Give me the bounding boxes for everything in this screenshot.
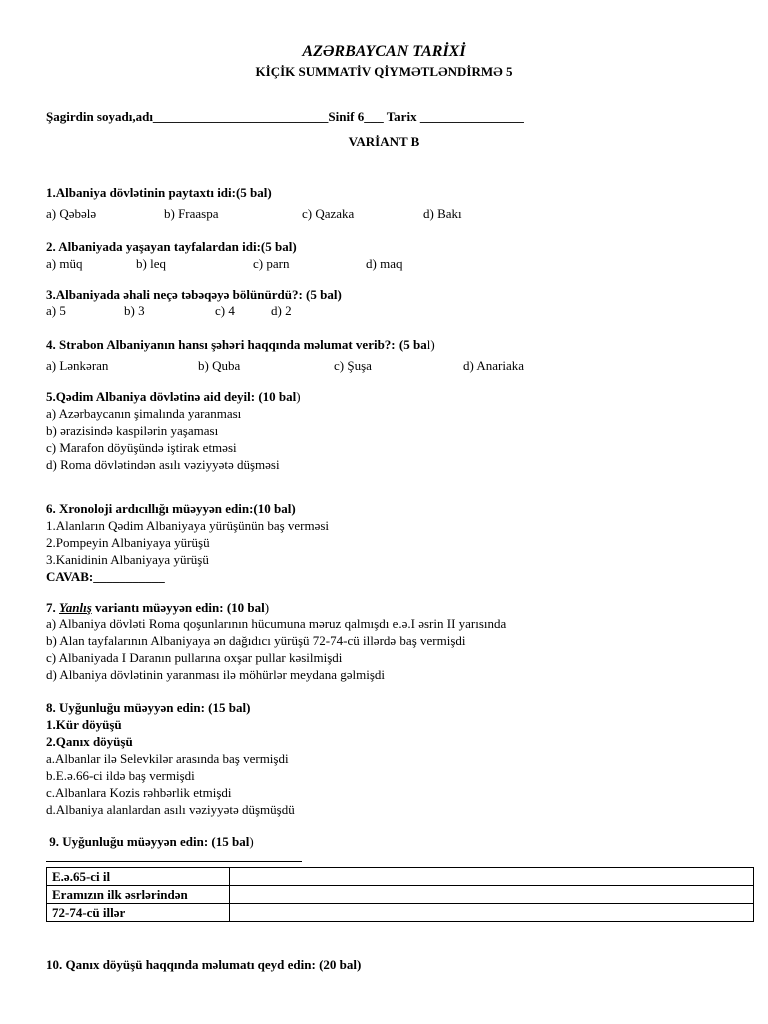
question-5-text: 5.Qədim Albaniya dövlətinə aid deyil: (10 bal [46, 389, 297, 404]
table-cell-answer[interactable] [230, 904, 754, 922]
q5-option-d: d) Roma dövlətindən asılı vəziyyətə düşməsi [46, 457, 280, 472]
question-4 [46, 337, 435, 353]
q7-option-a: a) Albaniya dövləti Roma qoşunlarının hücumuna məruz qalmışdı e.ə.I əsrin II yarısında [46, 616, 507, 631]
table-cell-answer[interactable] [230, 868, 754, 886]
q8-item-1: 1.Kür döyüşü [46, 717, 122, 732]
q1-option-a: a) Qəbələ [46, 206, 97, 221]
question-5-tail: ) [296, 389, 301, 404]
question-7 [46, 600, 269, 616]
q3-option-d: d) 2 [271, 303, 292, 318]
table-row [47, 886, 754, 904]
document-title: AZƏRBAYCAN TARİXİ [302, 43, 466, 60]
q3-option-b: b) 3 [124, 303, 145, 318]
question-6: 6. Xronoloji ardıcıllığı müəyyən edin:(10 bal) [46, 501, 296, 516]
q9-matching-table [46, 867, 754, 922]
q2-option-c: c) parn [253, 256, 290, 271]
question-5 [46, 389, 301, 405]
q4-option-b: b) Quba [198, 358, 241, 373]
q1-option-b: b) Fraaspa [164, 206, 219, 221]
q7-option-d: d) Albaniya dövlətinin yaranması ilə möhürlər meydana gəlmişdi [46, 667, 385, 682]
question-9-tail: ) [249, 834, 254, 849]
q6-item-1: 1.Alanların Qədim Albaniyaya yürüşünün baş verməsi [46, 518, 330, 533]
q6-answer-line: CAVAB:___________ [46, 569, 165, 584]
q5-option-b: b) ərazisində kaspilərin yaşaması [46, 423, 219, 438]
q6-item-2: 2.Pompeyin Albaniyaya yürüşü [46, 535, 210, 550]
q9-separator-line [46, 861, 302, 862]
q8-option-d: d.Albaniya alanlardan asılı vəziyyətə düşmüşdü [46, 802, 295, 817]
q3-option-a: a) 5 [46, 303, 66, 318]
variant-label: VARİANT B [348, 134, 420, 149]
question-9-text: 9. Uyğunluğu müəyyən edin: (15 bal [46, 834, 250, 849]
question-7-text: variantı müəyyən edin: (10 bal [91, 600, 265, 615]
question-2: 2. Albaniyada yaşayan tayfalardan idi:(5 bal) [46, 239, 297, 254]
question-8: 8. Uyğunluğu müəyyən edin: (15 bal) [46, 700, 251, 715]
table-cell-date: 72-74-cü illər [47, 904, 230, 922]
question-4-tail: l) [426, 337, 435, 352]
table-cell-date: E.ə.65-ci il [47, 868, 230, 886]
q7-option-c: c) Albaniyada I Daranın pullarına oxşar pullar kəsilmişdi [46, 650, 343, 665]
question-7-number: 7. [46, 600, 59, 615]
question-3: 3.Albaniyada əhali neçə təbəqəyə bölünürdü?: (5 bal) [46, 287, 342, 302]
q1-option-c: c) Qazaka [302, 206, 355, 221]
q1-option-d: d) Bakı [423, 206, 462, 221]
q5-option-a: a) Azərbaycanın şimalında yaranması [46, 406, 242, 421]
question-7-keyword: Yanlış [59, 600, 92, 615]
student-info-line: Şagirdin soyadı,adı___________________________Sinif 6___ Tarix ________________ [46, 109, 524, 124]
question-7-tail: ) [264, 600, 270, 615]
table-row [47, 868, 754, 886]
question-4-text: 4. Strabon Albaniyanın hansı şəhəri haqqında məlumat verib?: (5 ba [46, 337, 427, 352]
q3-option-c: c) 4 [215, 303, 235, 318]
question-10: 10. Qanıx döyüşü haqqında məlumatı qeyd edin: (20 bal) [46, 957, 362, 972]
q4-option-a: a) Lənkəran [46, 358, 109, 373]
q8-option-b: b.E.ə.66-ci ildə baş vermişdi [46, 768, 195, 783]
q8-item-2: 2.Qanıx döyüşü [46, 734, 133, 749]
table-row [47, 904, 754, 922]
q6-item-3: 3.Kanidinin Albaniyaya yürüşü [46, 552, 209, 567]
q8-option-c: c.Albanlara Kozis rəhbərlik etmişdi [46, 785, 232, 800]
q5-option-c: c) Marafon döyüşündə iştirak etməsi [46, 440, 237, 455]
q4-option-d: d) Anariaka [463, 358, 525, 373]
table-cell-answer[interactable] [230, 886, 754, 904]
q2-option-b: b) leq [136, 256, 166, 271]
q7-option-b: b) Alan tayfalarının Albaniyaya ən dağıdıcı yürüşü 72-74-cü illərdə baş vermişdi [46, 633, 466, 648]
q4-option-c: c) Şuşa [334, 358, 372, 373]
q2-option-a: a) müq [46, 256, 83, 271]
question-9 [46, 834, 254, 850]
q2-option-d: d) maq [366, 256, 403, 271]
question-1: 1.Albaniya dövlətinin paytaxtı idi:(5 bal) [46, 185, 272, 200]
document-subtitle: KİÇİK SUMMATİV QİYMƏTLƏNDİRMƏ 5 [255, 64, 513, 79]
q8-option-a: a.Albanlar ilə Selevkilər arasında baş vermişdi [46, 751, 289, 766]
table-cell-date: Eramızın ilk əsrlərindən [47, 886, 230, 904]
